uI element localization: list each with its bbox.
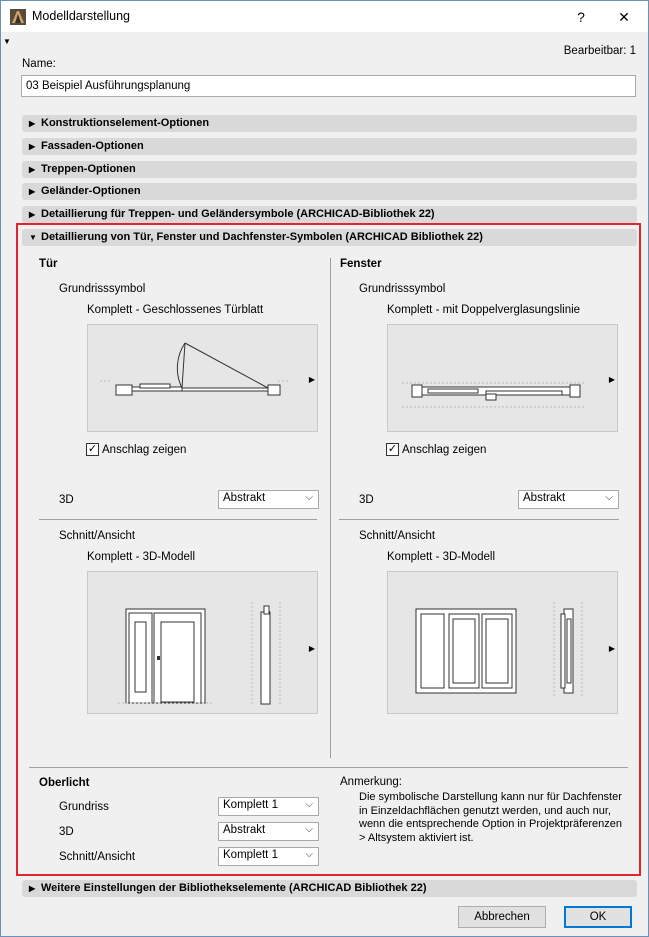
door-plan-value: Komplett - Geschlossenes Türblatt xyxy=(87,304,264,316)
chevron-right-icon: ▶ xyxy=(29,884,36,893)
window-plan-drawing xyxy=(388,325,619,433)
door-swing-checkbox[interactable]: ✓ xyxy=(87,443,98,455)
section-door-window-detail[interactable]: ▼ Detaillierung von Tür, Fenster und Dachfenster-Symbolen (ARCHICAD Bibliothek 22) xyxy=(22,229,637,246)
highlight-frame xyxy=(16,223,641,876)
window-plan-value: Komplett - mit Doppelverglasungslinie xyxy=(387,304,581,316)
window-plan-preview[interactable] xyxy=(387,324,618,432)
preview-arrow-icon[interactable]: ▶ xyxy=(308,644,315,653)
chevron-right-icon: ▶ xyxy=(29,142,36,151)
window-title: Modelldarstellung xyxy=(32,9,130,23)
window-3d-select[interactable]: Abstrakt ⌵ xyxy=(518,490,619,509)
skylight-section-label: Schnitt/Ansicht xyxy=(59,851,136,863)
close-button[interactable]: ✕ xyxy=(618,9,630,25)
window-swing-label: Anschlag zeigen xyxy=(402,444,487,456)
chevron-down-icon: ▼ xyxy=(29,233,37,242)
skylight-heading: Oberlicht xyxy=(39,777,90,789)
door-3d-label: 3D xyxy=(59,494,74,506)
section-construction-options[interactable]: ▶ Konstruktionselement-Optionen xyxy=(22,115,637,132)
name-label: Name: xyxy=(22,58,56,70)
door-plan-label: Grundrisssymbol xyxy=(59,283,146,295)
chevron-down-icon: ⌵ xyxy=(605,492,613,503)
door-plan-preview[interactable] xyxy=(87,324,318,432)
skylight-3d-select[interactable]: Abstrakt ⌵ xyxy=(218,822,319,841)
chevron-down-icon: ⌵ xyxy=(305,824,313,835)
window-3d-label: 3D xyxy=(359,494,374,506)
note-heading: Anmerkung: xyxy=(340,776,403,788)
editable-count: Bearbeitbar: 1 xyxy=(563,45,636,57)
skylight-section-select[interactable]: Komplett 1 ⌵ xyxy=(218,847,319,866)
window-section-preview[interactable] xyxy=(387,571,618,714)
window-section-value: Komplett - 3D-Modell xyxy=(387,551,496,563)
divider xyxy=(39,519,317,520)
door-section-drawing xyxy=(88,572,319,715)
skylight-plan-select[interactable]: Komplett 1 ⌵ xyxy=(218,797,319,816)
name-input[interactable] xyxy=(21,75,636,97)
window-plan-label: Grundrisssymbol xyxy=(359,283,446,295)
door-heading: Tür xyxy=(39,258,58,270)
chevron-right-icon: ▶ xyxy=(29,119,36,128)
help-button[interactable]: ? xyxy=(577,9,585,25)
window-heading: Fenster xyxy=(340,258,382,270)
skylight-plan-label: Grundriss xyxy=(59,801,109,813)
chevron-down-icon: ⌵ xyxy=(305,492,313,503)
chevron-right-icon: ▶ xyxy=(29,210,36,219)
door-section-preview[interactable] xyxy=(87,571,318,714)
preview-arrow-icon[interactable]: ▶ xyxy=(608,375,615,384)
preview-arrow-icon[interactable]: ▶ xyxy=(308,375,315,384)
archicad-app-icon xyxy=(10,9,26,25)
title-bar xyxy=(1,1,648,32)
divider xyxy=(339,519,619,520)
door-3d-select[interactable]: Abstrakt ⌵ xyxy=(218,490,319,509)
window-section-label: Schnitt/Ansicht xyxy=(359,530,436,542)
section-stair-options[interactable]: ▶ Treppen-Optionen xyxy=(22,161,637,178)
preview-arrow-icon[interactable]: ▶ xyxy=(608,644,615,653)
divider xyxy=(29,767,628,768)
window-swing-checkbox[interactable]: ✓ xyxy=(387,443,398,455)
caret-down-icon[interactable]: ▼ xyxy=(3,37,11,46)
chevron-down-icon: ⌵ xyxy=(305,849,313,860)
cancel-button[interactable]: Abbrechen xyxy=(458,906,546,928)
window-section-drawing xyxy=(388,572,619,715)
section-railing-options[interactable]: ▶ Geländer-Optionen xyxy=(22,183,637,200)
section-facade-options[interactable]: ▶ Fassaden-Optionen xyxy=(22,138,637,155)
door-section-value: Komplett - 3D-Modell xyxy=(87,551,196,563)
door-swing-label: Anschlag zeigen xyxy=(102,444,187,456)
chevron-right-icon: ▶ xyxy=(29,165,36,174)
note-text: Die symbolische Darstellung kann nur für Dachfenster in Einzeldachflächen genutzt werden, und auch nur, wenn die entsprechende Option in Projektpräferenzen > Altsystem aktiviert ist. xyxy=(359,791,622,844)
column-divider xyxy=(330,258,331,758)
skylight-3d-label: 3D xyxy=(59,826,74,838)
door-section-label: Schnitt/Ansicht xyxy=(59,530,136,542)
section-library-settings[interactable]: ▶ Weitere Einstellungen der Bibliothekselemente (ARCHICAD Bibliothek 22) xyxy=(22,880,637,897)
ok-button[interactable]: OK xyxy=(564,906,632,928)
chevron-right-icon: ▶ xyxy=(29,187,36,196)
section-stair-railing-detail[interactable]: ▶ Detaillierung für Treppen- und Geländersymbole (ARCHICAD-Bibliothek 22) xyxy=(22,206,637,223)
door-plan-drawing xyxy=(88,325,319,433)
chevron-down-icon: ⌵ xyxy=(305,799,313,810)
